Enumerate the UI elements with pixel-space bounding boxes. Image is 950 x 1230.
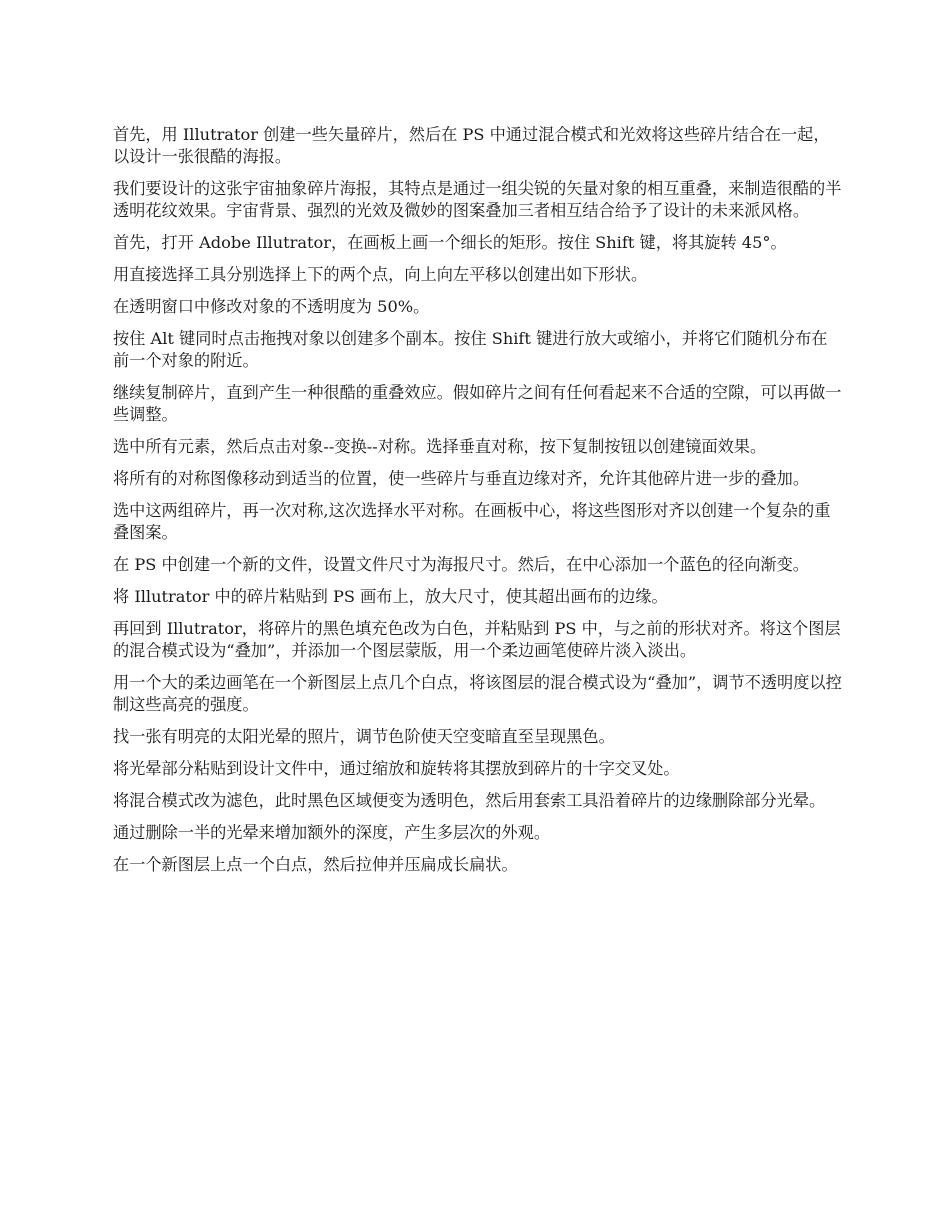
paragraph: 选中这两组碎片，再一次对称,这次选择水平对称。在画板中心，将这些图形对齐以创建一个复杂的重叠图案。	[113, 501, 831, 542]
paragraph: 通过删除一半的光晕来增加额外的深度，产生多层次的外观。	[113, 823, 551, 842]
paragraph: 首先，打开 Adobe Illutrator，在画板上画一个细长的矩形。按住 Shift 键，将其旋转 45°。	[113, 233, 787, 252]
paragraph: 在 PS 中创建一个新的文件，设置文件尺寸为海报尺寸。然后，在中心添加一个蓝色的径向渐变。	[113, 555, 809, 574]
paragraph: 将光晕部分粘贴到设计文件中，通过缩放和旋转将其摆放到碎片的十字交叉处。	[113, 759, 680, 778]
paragraph: 我们要设计的这张宇宙抽象碎片海报，其特点是通过一组尖锐的矢量对象的相互重叠，来制造很酷的半透明花纹效果。宇宙背景、强烈的光效及微妙的图案叠加三者相互结合给予了设计的未来派风格。	[113, 179, 842, 220]
paragraph: 再回到 Illutrator，将碎片的黑色填充色改为白色，并粘贴到 PS 中，与之前的形状对齐。将这个图层的混合模式设为“叠加”，并添加一个图层蒙版，用一个柔边画笔使碎片淡入淡出。	[113, 619, 841, 660]
paragraph: 在一个新图层上点一个白点，然后拉伸并压扁成长扁状。	[113, 855, 518, 874]
paragraph: 按住 Alt 键同时点击拖拽对象以创建多个副本。按住 Shift 键进行放大或缩小，并将它们随机分布在前一个对象的附近。	[113, 329, 828, 370]
paragraph: 用直接选择工具分别选择上下的两个点，向上向左平移以创建出如下形状。	[113, 265, 648, 284]
paragraph: 在透明窗口中修改对象的不透明度为 50%。	[113, 297, 430, 316]
paragraph: 继续复制碎片，直到产生一种很酷的重叠效应。假如碎片之间有任何看起来不合适的空隙，可以再做一些调整。	[113, 383, 842, 424]
paragraph: 首先，用 Illutrator 创建一些矢量碎片，然后在 PS 中通过混合模式和光效将这些碎片结合在一起，以设计一张很酷的海报。	[113, 125, 830, 166]
paragraph: 选中所有元素，然后点击对象--变换--对称。选择垂直对称，按下复制按钮以创建镜面效果。	[113, 437, 767, 456]
document-body	[113, 124, 843, 886]
paragraph: 将 Illutrator 中的碎片粘贴到 PS 画布上，放大尺寸，使其超出画布的边缘。	[113, 587, 668, 606]
paragraph: 找一张有明亮的太阳光晕的照片，调节色阶使天空变暗直至呈现黑色。	[113, 727, 615, 746]
paragraph: 用一个大的柔边画笔在一个新图层上点几个白点，将该图层的混合模式设为“叠加”，调节不透明度以控制这些高亮的强度。	[113, 673, 842, 714]
paragraph: 将所有的对称图像移动到适当的位置，使一些碎片与垂直边缘对齐，允许其他碎片进一步的叠加。	[113, 469, 810, 488]
paragraph: 将混合模式改为滤色，此时黑色区域便变为透明色，然后用套索工具沿着碎片的边缘删除部分光晕。	[113, 791, 826, 810]
